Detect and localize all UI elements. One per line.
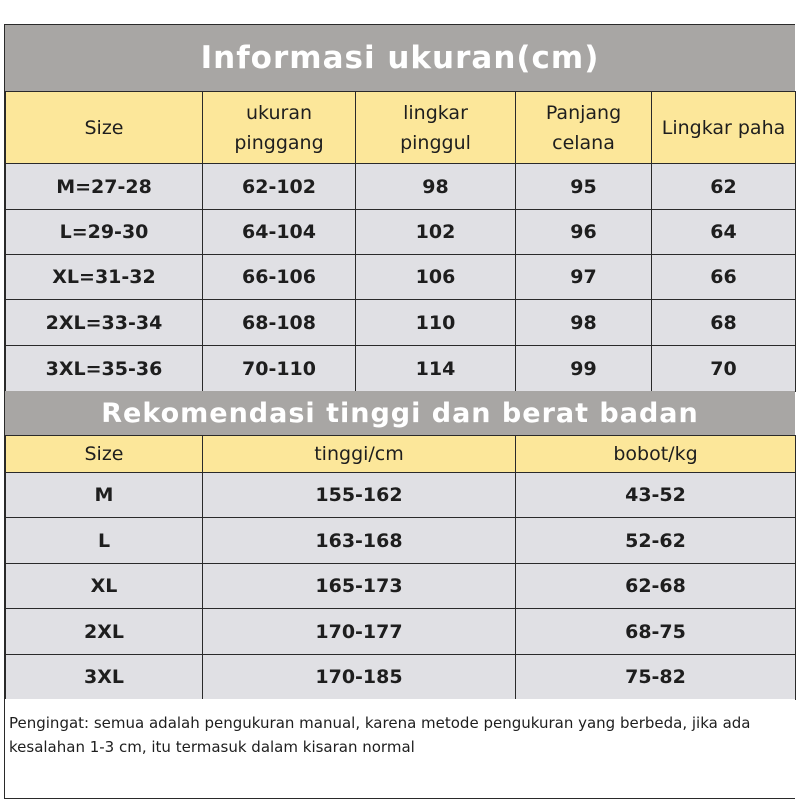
cell-waist: 68-108 — [203, 300, 356, 346]
table-row — [6, 255, 796, 300]
cell-height: 170-185 — [203, 655, 516, 700]
cell-size: 2XL — [6, 609, 203, 655]
cell-weight: 43-52 — [516, 473, 796, 518]
cell-height: 170-177 — [203, 609, 516, 655]
cell-weight: 75-82 — [516, 655, 796, 700]
measurement-note: Pengingat: semua adalah pengukuran manual, karena metode pengukuran yang berbeda, jika ada kesalahan 1-3 cm, itu termasuk dalam kisaran normal — [5, 699, 795, 798]
size-table — [5, 91, 796, 392]
cell-height: 155-162 — [203, 473, 516, 518]
cell-waist: 70-110 — [203, 346, 356, 392]
header-waist: ukuran pinggang — [203, 92, 356, 164]
cell-size: XL=31-32 — [6, 255, 203, 300]
cell-hip: 114 — [356, 346, 516, 392]
recommend-table — [5, 435, 796, 700]
cell-weight: 52-62 — [516, 518, 796, 564]
cell-height: 165-173 — [203, 564, 516, 609]
table-row — [6, 564, 796, 609]
cell-waist: 66-106 — [203, 255, 356, 300]
recommend-table-header-row — [6, 436, 796, 473]
cell-length: 99 — [516, 346, 652, 392]
table-row — [6, 655, 796, 700]
table-row — [6, 164, 796, 210]
header-weight: bobot/kg — [516, 436, 796, 473]
size-table-header-row — [6, 92, 796, 164]
header-height: tinggi/cm — [203, 436, 516, 473]
cell-size: 2XL=33-34 — [6, 300, 203, 346]
cell-size: L=29-30 — [6, 210, 203, 255]
cell-length: 97 — [516, 255, 652, 300]
cell-hip: 98 — [356, 164, 516, 210]
cell-length: 95 — [516, 164, 652, 210]
cell-hip: 106 — [356, 255, 516, 300]
table-row — [6, 473, 796, 518]
cell-height: 163-168 — [203, 518, 516, 564]
header-size: Size — [6, 92, 203, 164]
cell-waist: 62-102 — [203, 164, 356, 210]
table-row — [6, 210, 796, 255]
cell-thigh: 66 — [652, 255, 796, 300]
cell-size: 3XL — [6, 655, 203, 700]
table-row — [6, 346, 796, 392]
header-thigh: Lingkar paha — [652, 92, 796, 164]
cell-weight: 68-75 — [516, 609, 796, 655]
cell-size: M=27-28 — [6, 164, 203, 210]
cell-thigh: 70 — [652, 346, 796, 392]
table-row — [6, 518, 796, 564]
cell-weight: 62-68 — [516, 564, 796, 609]
cell-hip: 102 — [356, 210, 516, 255]
cell-hip: 110 — [356, 300, 516, 346]
cell-thigh: 68 — [652, 300, 796, 346]
header-hip: lingkar pinggul — [356, 92, 516, 164]
table-row — [6, 609, 796, 655]
cell-size: M — [6, 473, 203, 518]
cell-thigh: 62 — [652, 164, 796, 210]
header-size: Size — [6, 436, 203, 473]
cell-length: 98 — [516, 300, 652, 346]
size-table-title: Informasi ukuran(cm) — [5, 25, 795, 91]
cell-length: 96 — [516, 210, 652, 255]
cell-size: 3XL=35-36 — [6, 346, 203, 392]
header-length: Panjang celana — [516, 92, 652, 164]
cell-waist: 64-104 — [203, 210, 356, 255]
cell-size: L — [6, 518, 203, 564]
cell-size: XL — [6, 564, 203, 609]
cell-thigh: 64 — [652, 210, 796, 255]
table-row — [6, 300, 796, 346]
recommend-table-title: Rekomendasi tinggi dan berat badan — [5, 391, 795, 435]
